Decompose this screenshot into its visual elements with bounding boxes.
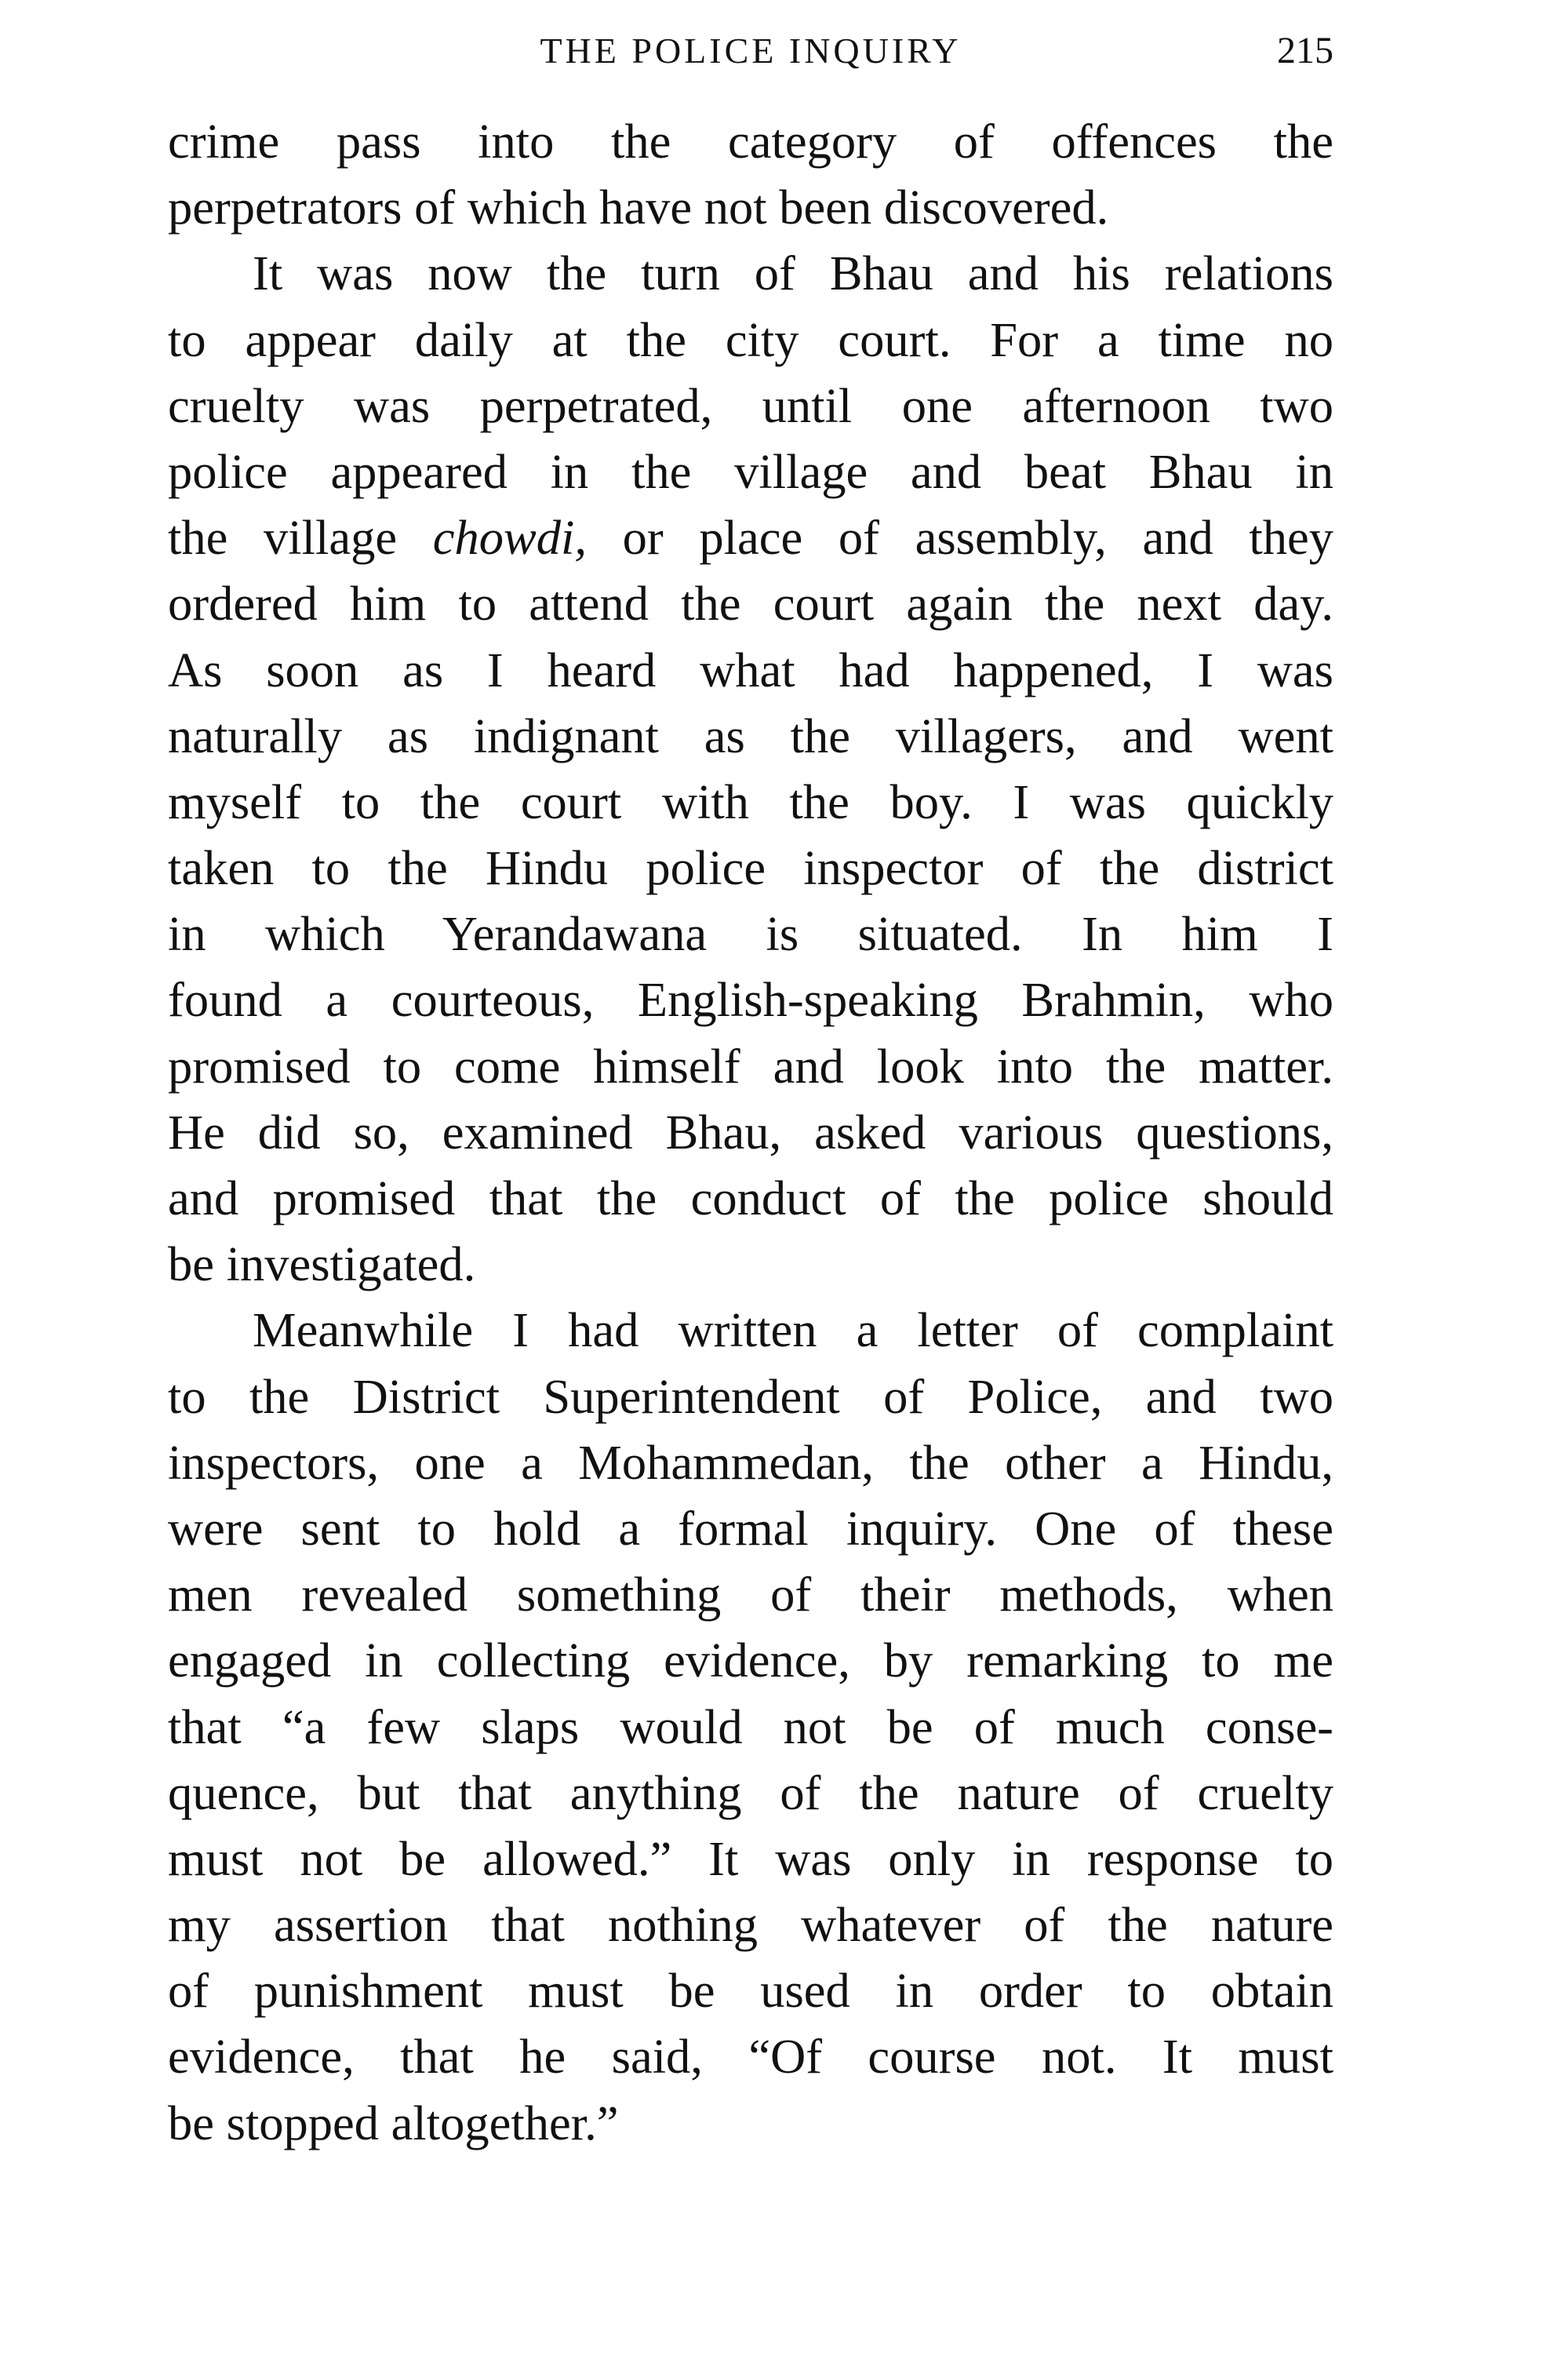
text-segment: He did so, examined Bhau, asked various questions, [168,1104,1333,1160]
body-text [168,108,1333,2156]
text-segment: engaged in collecting evidence, by remarking to me [168,1633,1333,1688]
text-line [168,1429,1333,1495]
text-segment: in which Yerandawana is situated. In him I [168,906,1333,962]
text-line [168,637,1333,703]
text-segment: It was now the turn of Bhau and his relations [253,246,1333,301]
italic-text: chowdi, [432,510,587,566]
text-line [168,967,1333,1032]
text-line [168,2023,1333,2089]
text-segment: the village [168,510,433,566]
paragraph [168,108,1333,240]
text-segment: be stopped altogether.” [168,2095,619,2150]
text-line [168,1957,1333,2023]
text-segment: were sent to hold a formal inquiry. One of these [168,1500,1333,1556]
text-segment: to appear daily at the city court. For a time no [168,311,1333,367]
text-segment: that “a few slaps would not be of much conse- [168,1699,1333,1754]
text-line [168,1495,1333,1561]
text-segment: be investigated. [168,1236,476,1292]
text-line [168,570,1333,636]
text-line [168,240,1333,306]
text-segment: taken to the Hindu police inspector of the district [168,840,1333,896]
text-segment: police appeared in the village and beat Bhau in [168,443,1333,499]
text-segment: promised to come himself and look into the matter. [168,1038,1333,1094]
text-line [168,1892,1333,1957]
text-line [168,1561,1333,1627]
text-line [168,504,1333,570]
paragraph [168,1297,1333,2155]
text-line [168,1627,1333,1693]
page-number: 215 [1277,30,1333,71]
text-line [168,1033,1333,1099]
text-line [168,1099,1333,1165]
text-segment: perpetrators of which have not been discovered. [168,180,1109,235]
paragraph [168,240,1333,1297]
text-line [168,373,1333,439]
text-segment: my assertion that nothing whatever of the nature [168,1897,1333,1953]
text-line [168,1826,1333,1892]
text-segment: Meanwhile I had written a letter of complaint [253,1302,1333,1358]
text-line [168,703,1333,769]
text-line [168,1364,1333,1429]
text-segment: of punishment must be used in order to obtain [168,1963,1333,2019]
text-segment: myself to the court with the boy. I was quickly [168,774,1333,829]
text-line [168,174,1333,240]
text-segment: ordered him to attend the court again the next day. [168,576,1333,632]
text-segment: naturally as indignant as the villagers, and went [168,708,1333,763]
text-line [168,108,1333,174]
text-segment: evidence, that he said, “Of course not. It must [168,2029,1333,2085]
text-segment: As soon as I heard what had happened, I was [168,642,1333,697]
text-segment: found a courteous, English-speaking Brahmin, who [168,972,1333,1028]
text-line [168,1760,1333,1826]
text-line [168,307,1333,373]
text-line [168,835,1333,901]
text-line [168,2090,1333,2156]
text-line [168,769,1333,835]
text-line [168,1231,1333,1297]
text-line [168,1165,1333,1231]
text-line [168,901,1333,967]
text-segment: must not be allowed.” It was only in response to [168,1830,1333,1886]
text-segment: cruelty was perpetrated, until one afternoon two [168,377,1333,433]
running-title: THE POLICE INQUIRY [540,31,962,71]
text-line [168,439,1333,504]
text-segment: to the District Superintendent of Police, and two [168,1368,1333,1424]
text-segment: inspectors, one a Mohammedan, the other a Hindu, [168,1434,1333,1490]
text-segment: or place of assembly, and they [586,510,1333,566]
running-head [168,24,1333,78]
text-segment: crime pass into the category of offences the [168,114,1333,169]
text-segment: quence, but that anything of the nature of cruelty [168,1764,1333,1820]
text-line [168,1694,1333,1760]
text-segment: men revealed something of their methods, when [168,1567,1333,1622]
text-line [168,1297,1333,1363]
text-segment: and promised that the conduct of the police should [168,1171,1333,1225]
